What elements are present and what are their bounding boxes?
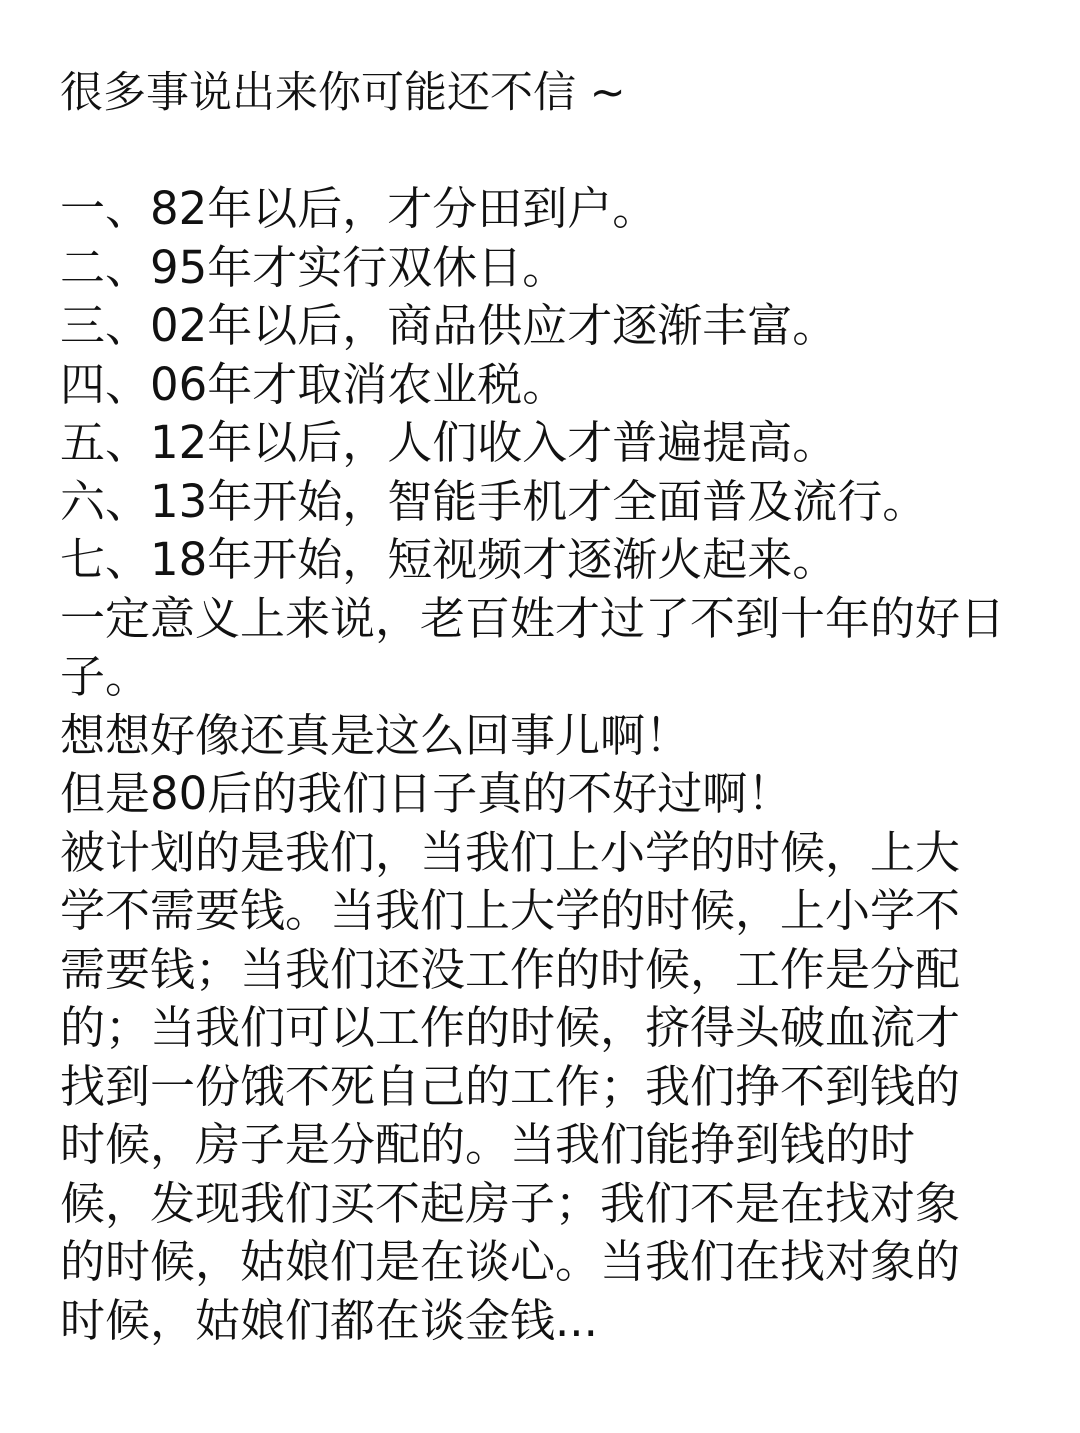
story-line: 时候，姑娘们都在谈金钱... xyxy=(60,1293,598,1347)
conclusion-paragraph: 一定意义上来说，老百姓才过了不到十年的好日子。 xyxy=(60,591,1006,703)
list-item: 四、06年才取消农业税。 xyxy=(60,357,568,411)
post-content xyxy=(60,64,1020,1350)
list-item: 一、82年以后，才分田到户。 xyxy=(60,182,658,235)
list-item: 二、95年才实行双休日。 xyxy=(60,240,568,294)
list-item: 三、02年以后，商品供应才逐渐丰富。 xyxy=(60,299,838,352)
story-line: 找到一份饿不死自己的工作；我们挣不到钱的 xyxy=(60,1059,961,1113)
story-line: 被计划的是我们，当我们上小学的时候，上大 xyxy=(60,825,961,879)
story-line: 候，发现我们买不起房子；我们不是在找对象 xyxy=(60,1176,961,1230)
story-line: 需要钱；当我们还没工作的时候，工作是分配 xyxy=(60,942,961,996)
list-item: 七、18年开始，短视频才逐渐火起来。 xyxy=(60,533,838,586)
list-item: 六、13年开始，智能手机才全面普及流行。 xyxy=(60,474,928,528)
story-paragraph xyxy=(60,824,1020,1351)
list-item: 五、12年以后，人们收入才普遍提高。 xyxy=(60,416,838,469)
reflection-line: 想想好像还真是这么回事儿啊！ xyxy=(60,708,691,762)
story-line: 的；当我们可以工作的时候，挤得头破血流才 xyxy=(60,1001,961,1054)
post-heading: 很多事说出来你可能还不信 ~ xyxy=(60,68,626,118)
story-line: 学不需要钱。当我们上大学的时候，上小学不 xyxy=(60,884,961,937)
story-line: 时候，房子是分配的。当我们能挣到钱的时 xyxy=(60,1118,916,1171)
lament-line: 但是80后的我们日子真的不好过啊！ xyxy=(60,767,793,820)
blank-line xyxy=(60,122,1020,180)
story-line: 的时候，姑娘们是在谈心。当我们在找对象的 xyxy=(60,1235,961,1288)
